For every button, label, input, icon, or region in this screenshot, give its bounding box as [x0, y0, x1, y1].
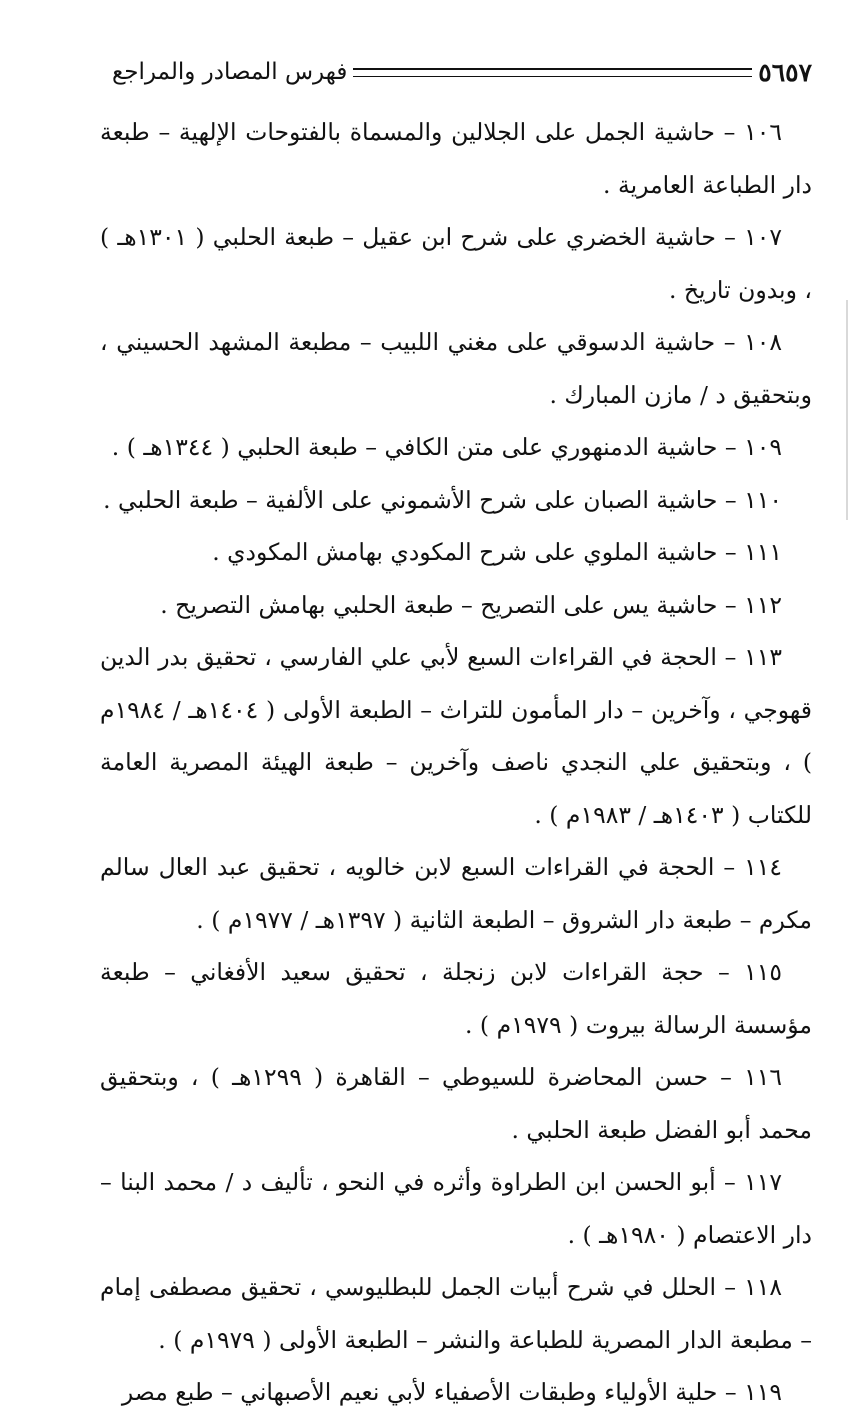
bibliography-entry-119: ١١٩ – حلية الأولياء وطبقات الأصفياء لأبي نعيم الأصبهاني – طبع مصر	[121, 1378, 782, 1406]
bibliography-list	[100, 106, 812, 1419]
bibliography-entry-107: ١٠٧ – حاشية الخضري على شرح ابن عقيل – طبعة الحلبي ( ١٣٠١هـ ) ، وبدون تاريخ .	[100, 223, 812, 304]
bibliography-entry-117: ١١٧ – أبو الحسن ابن الطراوة وأثره في النحو ، تأليف د / محمد البنا – دار الاعتصام ( ١٩٨٠هـ ) .	[100, 1168, 812, 1249]
header-rule	[353, 68, 752, 77]
page-header	[104, 52, 812, 92]
bibliography-entry-116: ١١٦ – حسن المحاضرة للسيوطي – القاهرة ( ١٢٩٩هـ ) ، وبتحقيق محمد أبو الفضل طبعة الحلبي .	[100, 1063, 812, 1144]
bibliography-entry-118: ١١٨ – الحلل في شرح أبيات الجمل للبطليوسي ، تحقيق مصطفى إمام – مطبعة الدار المصرية للطباعة والنشر – الطبعة الأولى ( ١٩٧٩م ) .	[100, 1273, 812, 1354]
bibliography-entry-112: ١١٢ – حاشية يس على التصريح – طبعة الحلبي بهامش التصريح .	[160, 590, 782, 619]
scan-edge-mark	[846, 300, 848, 520]
bibliography-entry-115: ١١٥ – حجة القراءات لابن زنجلة ، تحقيق سعيد الأفغاني – طبعة مؤسسة الرسالة بيروت ( ١٩٧٩م ) .	[100, 958, 812, 1039]
bibliography-entry-111: ١١١ – حاشية الملوي على شرح المكودي بهامش المكودي .	[212, 538, 782, 566]
bibliography-entry-114: ١١٤ – الحجة في القراءات السبع لابن خالويه ، تحقيق عبد العال سالم مكرم – طبعة دار الشروق – الطبعة الثانية ( ١٣٩٧هـ / ١٩٧٧م ) .	[100, 853, 812, 934]
bibliography-entry-108: ١٠٨ – حاشية الدسوقي على مغني اللبيب – مطبعة المشهد الحسيني ، وبتحقيق د / مازن المبارك .	[100, 328, 812, 409]
bibliography-entry-106: ١٠٦ – حاشية الجمل على الجلالين والمسماة بالفتوحات الإلهية – طبعة دار الطباعة العامرية .	[100, 118, 812, 199]
running-title: فهرس المصادر والمراجع	[112, 59, 348, 85]
page-number: ٥٦٥٧	[758, 57, 812, 87]
bibliography-entry-113: ١١٣ – الحجة في القراءات السبع لأبي علي الفارسي ، تحقيق بدر الدين قهوجي ، وآخرين – دار المأمون للتراث – الطبعة الأولى ( ١٤٠٤هـ / ١٩٨٤م ) ، وبتحقيق علي النجدي ناصف وآخرين – طبعة الهيئة المصرية العامة للكتاب ( ١٤٠٣هـ / ١٩٨٣م ) .	[100, 643, 812, 829]
bibliography-entry-109: ١٠٩ – حاشية الدمنهوري على متن الكافي – طبعة الحلبي ( ١٣٤٤هـ ) .	[111, 433, 782, 461]
bibliography-entry-110: ١١٠ – حاشية الصبان على شرح الأشموني على الألفية – طبعة الحلبي .	[103, 485, 782, 514]
